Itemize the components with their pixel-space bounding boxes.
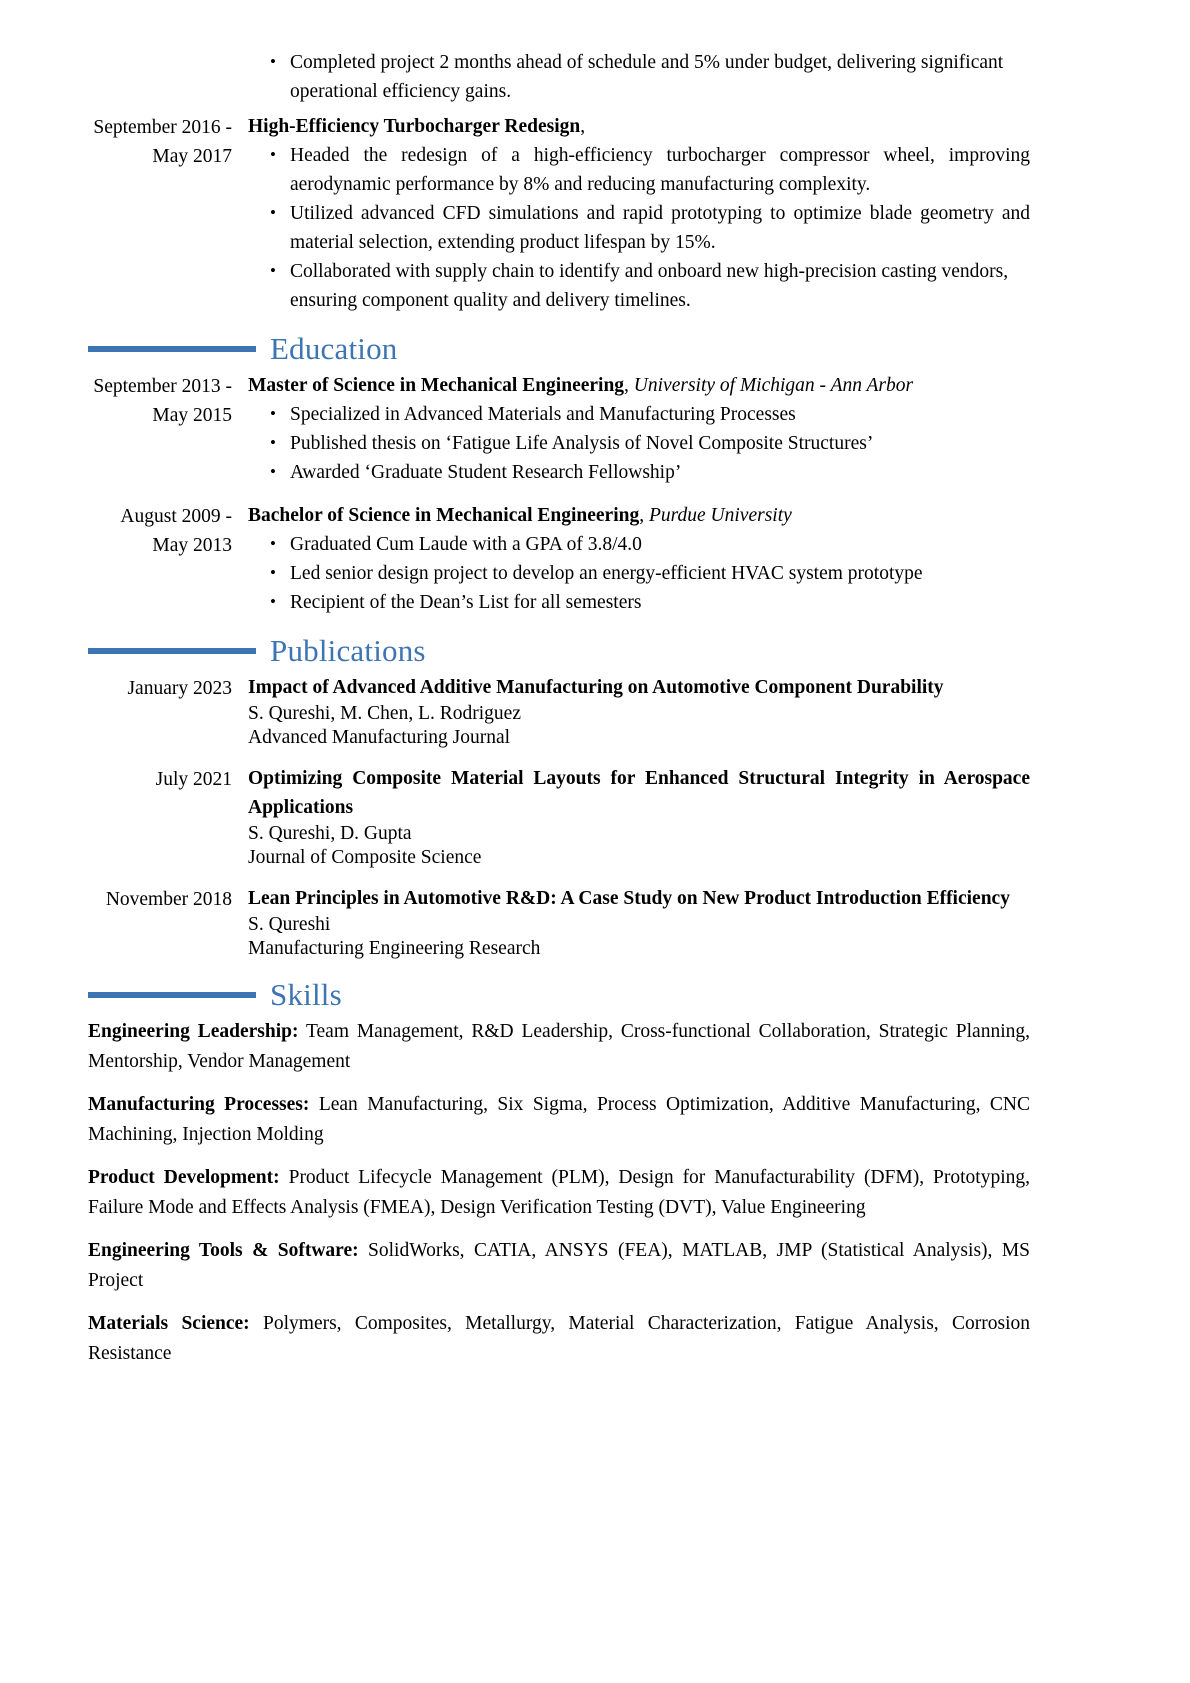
section-title: Skills	[270, 977, 342, 1012]
publication-date: November 2018	[105, 889, 232, 910]
experience-title-line	[248, 112, 1030, 141]
skill-category	[88, 1017, 1030, 1077]
continued-bullet-body	[248, 48, 1030, 106]
list-item: • Headed the redesign of a high-efficiency turbocharger compressor wheel, improving aerodynamic performance by 8% and reducing manufacturing complexity.	[248, 141, 1030, 199]
publication-journal: Journal of Composite Science	[248, 847, 482, 868]
publication-journal: Manufacturing Engineering Research	[248, 938, 541, 959]
degree-title: Master of Science in Mechanical Engineering	[248, 375, 625, 396]
publication-date: July 2021	[155, 769, 232, 790]
publication-journal: Advanced Manufacturing Journal	[248, 727, 511, 748]
skill-category-items: Product Lifecycle Management (PLM), Design for Manufacturability (DFM), Prototyping, Failure Mode and Effects Analysis (FMEA), Design Verification Testing (DVT), Value Engineering	[88, 1167, 1031, 1218]
publication-date: January 2023	[127, 678, 232, 699]
education-dates: September 2013 - May 2015	[93, 376, 232, 426]
section-title: Publications	[270, 633, 426, 668]
skill-category	[88, 1236, 1030, 1296]
publication-title: Lean Principles in Automotive R&D: A Case Study on New Product Introduction Efficiency	[248, 888, 1010, 909]
list-item: • Recipient of the Dean’s List for all semesters	[248, 588, 1030, 617]
section-rule	[88, 992, 256, 998]
section-header-publications	[88, 633, 1030, 669]
experience-dates: September 2016 - May 2017	[93, 117, 232, 167]
skill-category-items: Lean Manufacturing, Six Sigma, Process Optimization, Additive Manufacturing, CNC Machining, Injection Molding	[88, 1094, 1031, 1145]
education-headline	[248, 371, 1030, 400]
section-header-skills	[88, 977, 1030, 1013]
skill-category-name: Engineering Leadership:	[88, 1021, 299, 1042]
publication-entry	[88, 764, 1030, 870]
experience-title: High-Efficiency Turbocharger Redesign	[248, 116, 581, 137]
skill-category-name: Manufacturing Processes:	[88, 1094, 310, 1115]
publication-title: Impact of Advanced Additive Manufacturing on Automotive Component Durability	[248, 677, 944, 698]
education-entry-bachelors	[88, 501, 1030, 617]
education-body	[248, 371, 1030, 487]
publication-body	[248, 764, 1030, 870]
list-item: • Utilized advanced CFD simulations and rapid prototyping to optimize blade geometry and material selection, extending product lifespan by 15%.	[248, 199, 1030, 257]
degree-title: Bachelor of Science in Mechanical Engineering	[248, 505, 640, 526]
publication-body	[248, 884, 1030, 961]
skill-category-name: Engineering Tools & Software:	[88, 1240, 359, 1261]
list-item: • Collaborated with supply chain to identify and onboard new high-precision casting vendors, ensuring component quality and delivery timelines.	[248, 257, 1030, 315]
skill-category-items: SolidWorks, CATIA, ANSYS (FEA), MATLAB, JMP (Statistical Analysis), MS Project	[88, 1240, 1031, 1291]
section-rule	[88, 346, 256, 352]
skill-category-items: Polymers, Composites, Metallurgy, Material Characterization, Fatigue Analysis, Corrosion Resistance	[88, 1313, 1030, 1364]
entry-spacer	[88, 493, 1030, 501]
experience-title-suffix: ,	[580, 116, 586, 137]
bullet-list	[248, 141, 1030, 315]
skill-category-name: Product Development:	[88, 1167, 280, 1188]
skills-list	[88, 1017, 1030, 1369]
education-body	[248, 501, 1030, 617]
skill-category-items: Team Management, R&D Leadership, Cross-functional Collaboration, Strategic Planning, Mentorship, Vendor Management	[88, 1021, 1030, 1072]
section-header-education	[88, 331, 1030, 367]
list-item: • Completed project 2 months ahead of schedule and 5% under budget, delivering significant operational efficiency gains.	[248, 48, 1030, 106]
bullet-list	[248, 530, 1030, 617]
list-item: • Awarded ‘Graduate Student Research Fellowship’	[248, 458, 1030, 487]
education-dates: August 2009 - May 2013	[120, 506, 232, 556]
skill-category	[88, 1090, 1030, 1150]
empty-date-cell	[88, 48, 232, 106]
bullet-list	[248, 48, 1030, 106]
publication-title: Optimizing Composite Material Layouts for Enhanced Structural Integrity in Aerospace Applications	[248, 768, 1030, 818]
experience-body	[248, 112, 1030, 315]
skill-category-name: Materials Science:	[88, 1313, 250, 1334]
experience-continued-bullets	[88, 48, 1030, 106]
publication-body	[248, 673, 1030, 750]
publication-authors: S. Qureshi, D. Gupta	[248, 823, 412, 844]
list-item: • Led senior design project to develop an energy-efficient HVAC system prototype	[248, 559, 1030, 588]
institution-name: Purdue University	[648, 505, 792, 526]
list-item: • Graduated Cum Laude with a GPA of 3.8/4.0	[248, 530, 1030, 559]
list-item: • Specialized in Advanced Materials and Manufacturing Processes	[248, 400, 1030, 429]
list-item: • Published thesis on ‘Fatigue Life Analysis of Novel Composite Structures’	[248, 429, 1030, 458]
publication-entry	[88, 673, 1030, 750]
institution-name: University of Michigan - Ann Arbor	[633, 375, 914, 396]
bullet-list	[248, 400, 1030, 487]
section-title: Education	[270, 331, 398, 366]
skill-category	[88, 1163, 1030, 1223]
publication-authors: S. Qureshi, M. Chen, L. Rodriguez	[248, 703, 521, 724]
publication-authors: S. Qureshi	[248, 914, 331, 935]
education-entry-masters	[88, 371, 1030, 487]
publication-entry	[88, 884, 1030, 961]
degree-separator: ,	[624, 375, 629, 396]
degree-separator: ,	[639, 505, 645, 526]
experience-entry-turbocharger	[88, 112, 1030, 315]
section-rule	[88, 648, 256, 654]
skill-category	[88, 1309, 1030, 1369]
education-headline	[248, 501, 1030, 530]
